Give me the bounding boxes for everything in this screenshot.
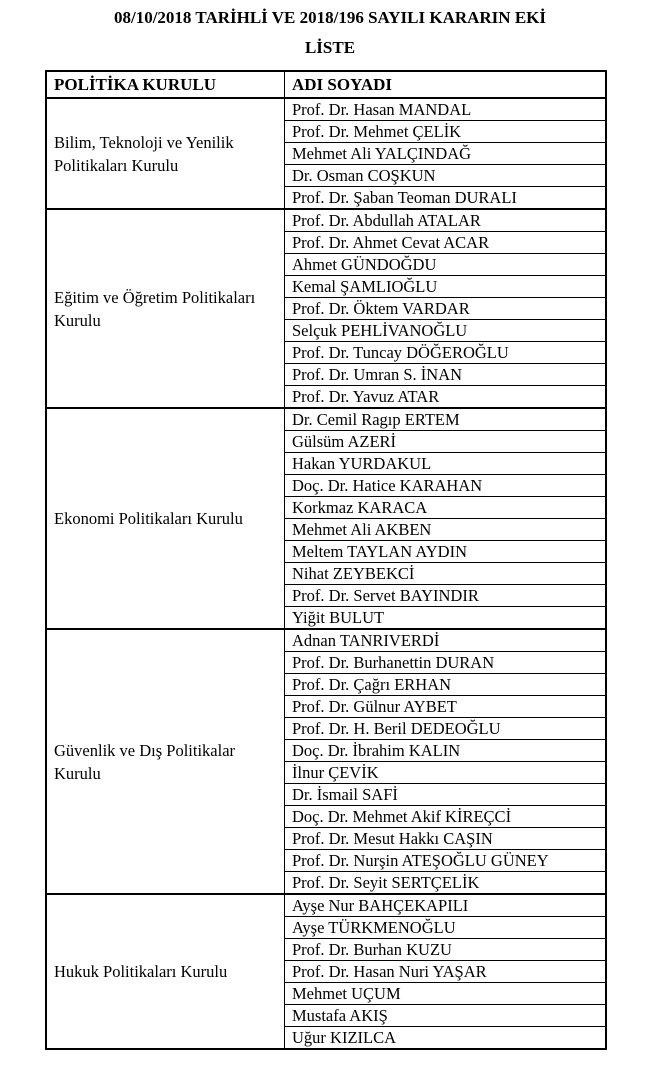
member-name-cell: Doç. Dr. Mehmet Akif KİREÇCİ [285, 806, 607, 828]
member-name-cell: Ahmet GÜNDOĞDU [285, 254, 607, 276]
member-name-cell: Dr. İsmail SAFİ [285, 784, 607, 806]
table-body [46, 98, 606, 1049]
member-name-cell: Mehmet Ali YALÇINDAĞ [285, 143, 607, 165]
member-name-cell: Prof. Dr. Servet BAYINDIR [285, 585, 607, 607]
council-name-cell: Bilim, Teknoloji ve Yenilik Politikaları Kurulu [46, 98, 285, 209]
member-name-cell: Prof. Dr. Yavuz ATAR [285, 386, 607, 409]
member-name-cell: Mustafa AKIŞ [285, 1005, 607, 1027]
member-name-cell: Meltem TAYLAN AYDIN [285, 541, 607, 563]
table-row [46, 209, 606, 232]
member-name-cell: Yiğit BULUT [285, 607, 607, 630]
member-name-cell: Mehmet Ali AKBEN [285, 519, 607, 541]
council-table [45, 70, 607, 1050]
member-name-cell: İlnur ÇEVİK [285, 762, 607, 784]
member-name-cell: Kemal ŞAMLIOĞLU [285, 276, 607, 298]
member-name-cell: Doç. Dr. Hatice KARAHAN [285, 475, 607, 497]
member-name-cell: Prof. Dr. H. Beril DEDEOĞLU [285, 718, 607, 740]
member-name-cell: Prof. Dr. Hasan Nuri YAŞAR [285, 961, 607, 983]
member-name-cell: Dr. Osman COŞKUN [285, 165, 607, 187]
member-name-cell: Ayşe Nur BAHÇEKAPILI [285, 894, 607, 917]
table-row [46, 894, 606, 917]
member-name-cell: Nihat ZEYBEKCİ [285, 563, 607, 585]
table-row [46, 408, 606, 431]
table-row [46, 98, 606, 121]
member-name-cell: Korkmaz KARACA [285, 497, 607, 519]
council-name-cell: Hukuk Politikaları Kurulu [46, 894, 285, 1049]
council-name-cell: Güvenlik ve Dış Politikalar Kurulu [46, 629, 285, 894]
member-name-cell: Prof. Dr. Öktem VARDAR [285, 298, 607, 320]
member-name-cell: Prof. Dr. Umran S. İNAN [285, 364, 607, 386]
member-name-cell: Prof. Dr. Nurşin ATEŞOĞLU GÜNEY [285, 850, 607, 872]
member-name-cell: Uğur KIZILCA [285, 1027, 607, 1050]
member-name-cell: Prof. Dr. Seyit SERTÇELİK [285, 872, 607, 895]
member-name-cell: Selçuk PEHLİVANOĞLU [285, 320, 607, 342]
member-name-cell: Prof. Dr. Şaban Teoman DURALI [285, 187, 607, 210]
table-row [46, 629, 606, 652]
member-name-cell: Doç. Dr. İbrahim KALIN [285, 740, 607, 762]
member-name-cell: Prof. Dr. Burhan KUZU [285, 939, 607, 961]
member-name-cell: Prof. Dr. Gülnur AYBET [285, 696, 607, 718]
table-header-row [46, 71, 606, 98]
member-name-cell: Prof. Dr. Mesut Hakkı CAŞIN [285, 828, 607, 850]
member-name-cell: Ayşe TÜRKMENOĞLU [285, 917, 607, 939]
member-name-cell: Prof. Dr. Çağrı ERHAN [285, 674, 607, 696]
council-name-cell: Ekonomi Politikaları Kurulu [46, 408, 285, 629]
member-name-cell: Prof. Dr. Tuncay DÖĞEROĞLU [285, 342, 607, 364]
column-header-council: POLİTİKA KURULU [46, 71, 285, 98]
member-name-cell: Mehmet UÇUM [285, 983, 607, 1005]
member-name-cell: Dr. Cemil Ragıp ERTEM [285, 408, 607, 431]
member-name-cell: Prof. Dr. Mehmet ÇELİK [285, 121, 607, 143]
column-header-name: ADI SOYADI [285, 71, 607, 98]
member-name-cell: Prof. Dr. Ahmet Cevat ACAR [285, 232, 607, 254]
member-name-cell: Adnan TANRIVERDİ [285, 629, 607, 652]
document-title: 08/10/2018 TARİHLİ VE 2018/196 SAYILI KARARIN EKİ [113, 8, 546, 27]
document-subtitle: LİSTE [304, 38, 356, 57]
member-name-cell: Prof. Dr. Hasan MANDAL [285, 98, 607, 121]
member-name-cell: Prof. Dr. Burhanettin DURAN [285, 652, 607, 674]
member-name-cell: Prof. Dr. Abdullah ATALAR [285, 209, 607, 232]
council-name-cell: Eğitim ve Öğretim Politikaları Kurulu [46, 209, 285, 408]
member-name-cell: Gülsüm AZERİ [285, 431, 607, 453]
member-name-cell: Hakan YURDAKUL [285, 453, 607, 475]
